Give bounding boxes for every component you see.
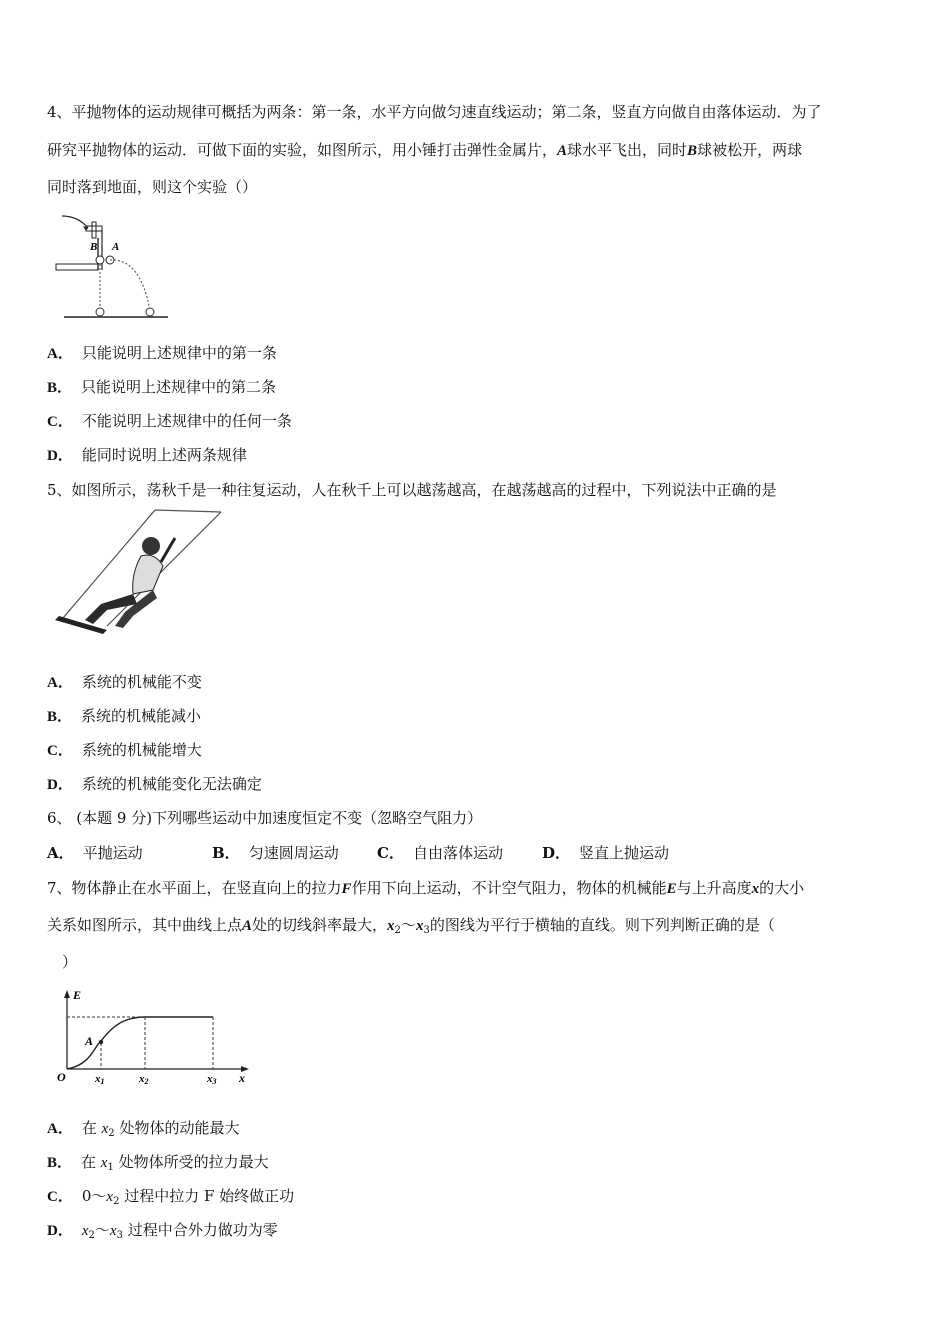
graph-label-a: A — [85, 1034, 94, 1048]
ball-b — [96, 256, 104, 264]
q4-option-b[interactable]: B． 只能说明上述规律中的第二条 — [47, 378, 277, 396]
person-arm — [161, 538, 175, 562]
q5-option-d[interactable]: D． 系统的机械能变化无法确定 — [47, 775, 262, 793]
graph-label-o: O — [57, 1070, 66, 1084]
q5-option-a[interactable]: A． 系统的机械能不变 — [47, 673, 202, 691]
q7-energy-height-graph — [55, 985, 255, 1085]
hammer-arrow-icon — [62, 216, 88, 228]
q4-line3: 同时落到地面，则这个实验（） — [47, 178, 258, 196]
q7-line1: 7、物体静止在水平面上，在竖直向上的拉力F作用下向上运动，不计空气阻力，物体的机械能E与上升高度x的大小 — [47, 879, 805, 897]
fig-label-a: A — [112, 241, 120, 253]
q6-line1: 6、 (本题 9 分)下列哪些运动中加速度恒定不变（忽略空气阻力） — [47, 809, 483, 827]
q7-option-a[interactable]: A． 在 $x_2$ 处物体的动能最大 — [47, 1119, 240, 1139]
y-axis-arrow-icon — [64, 990, 70, 998]
q7-line3: ） — [62, 953, 78, 971]
q7-var-a: A — [242, 918, 253, 934]
hammer-head — [86, 226, 102, 231]
swing-rope-right — [107, 512, 221, 626]
point-a — [99, 1040, 103, 1044]
q5-option-c[interactable]: C． 系统的机械能增大 — [47, 741, 202, 759]
tick-x3: x3 — [207, 1073, 217, 1085]
swing-top-bar — [155, 510, 221, 512]
q6-option-d[interactable]: D． 竖直上抛运动 — [542, 844, 670, 862]
q4-line2 — [47, 140, 802, 161]
hammer-handle — [92, 222, 96, 238]
q7-option-c[interactable]: C． $0\sim x_2$ 过程中拉力 F 始终做正功 — [47, 1187, 295, 1207]
platform — [56, 264, 98, 270]
q4-line2-part3: 球被松开，两球 — [697, 141, 803, 159]
q4-var-b: B — [687, 143, 698, 159]
q4-option-c[interactable]: C． 不能说明上述规律中的任何一条 — [47, 412, 292, 430]
q7-var-f: F — [341, 881, 352, 897]
q4-line2-part1: 研究平抛物体的运动．可做下面的实验，如图所示，用小锤打击弹性金属片， — [47, 141, 558, 159]
q4-option-d[interactable]: D． 能同时说明上述两条规律 — [47, 446, 247, 464]
q7-line2: 关系如图所示，其中曲线上点A处的切线斜率最大，$x_2\sim x_3$的图线为平行于横轴的直线。则下列判断正确的是（ — [47, 916, 775, 936]
q6-option-b[interactable]: B． 匀速圆周运动 — [212, 844, 339, 862]
person-legs-2 — [115, 590, 157, 628]
ball-a-landed — [146, 308, 154, 316]
q7-var-e: E — [666, 881, 677, 897]
q4-projectile-apparatus-figure — [50, 210, 170, 322]
q5-option-b[interactable]: B． 系统的机械能减小 — [47, 707, 202, 725]
q5-swing-figure — [45, 508, 225, 640]
q5-line1: 5、如图所示，荡秋千是一种往复运动，人在秋千上可以越荡越高，在越荡越高的过程中，下列说法中正确的是 — [47, 481, 777, 499]
q7-var-x: x — [751, 881, 760, 897]
q7-option-d[interactable]: D． $x_2\sim x_3$ 过程中合外力做功为零 — [47, 1221, 278, 1241]
person-torso — [133, 555, 163, 594]
swing-seat — [55, 616, 107, 634]
q4-option-a[interactable]: A． 只能说明上述规律中的第一条 — [47, 344, 277, 362]
ball-a-path — [110, 260, 150, 310]
q4-line2-part2: 球水平飞出，同时 — [567, 141, 688, 159]
q6-option-c[interactable]: C． 自由落体运动 — [377, 844, 503, 862]
q6-option-a[interactable]: A． 平抛运动 — [47, 844, 143, 862]
q7-option-b[interactable]: B． 在 $x_1$ 处物体所受的拉力最大 — [47, 1153, 269, 1173]
q4-var-a: A — [557, 143, 568, 159]
graph-label-x: x — [239, 1071, 245, 1085]
ball-b-landed — [96, 308, 104, 316]
fig-label-b: B — [90, 241, 98, 253]
tick-x2: x2 — [139, 1073, 149, 1085]
person-head — [142, 537, 160, 555]
q4-line1: 4、平抛物体的运动规律可概括为两条：第一条，水平方向做匀速直线运动；第二条，竖直方向做自由落体运动．为了 — [47, 103, 822, 121]
q6-options-row — [47, 843, 669, 863]
tick-x1: x1 — [95, 1073, 105, 1085]
graph-label-e: E — [73, 988, 82, 1002]
